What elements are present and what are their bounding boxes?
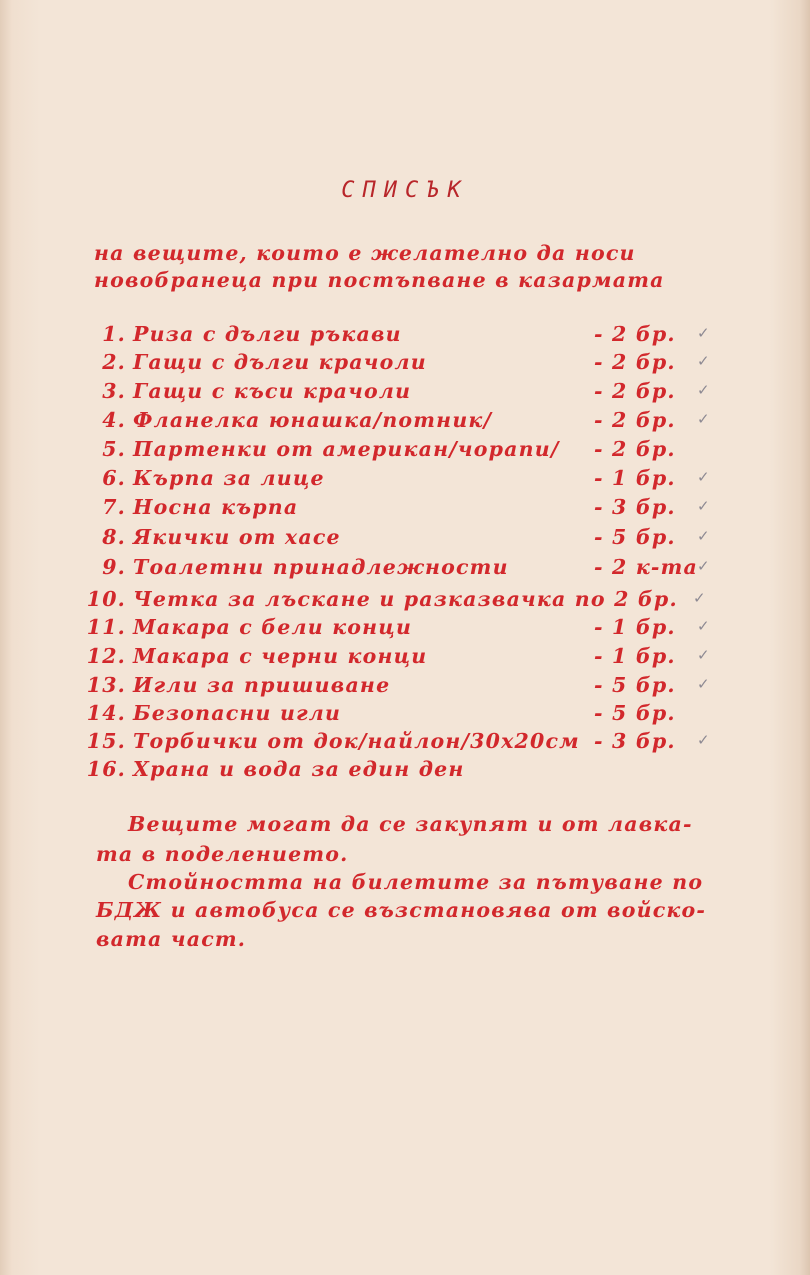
item-number: 2.: [102, 350, 126, 374]
check-mark-icon: ✓: [697, 381, 710, 399]
paragraph-1-line-1: Вещите могат да се закупят и от лавка-: [128, 812, 693, 836]
check-mark-icon: ✓: [697, 352, 710, 370]
paragraph-2-line-3: вата част.: [96, 927, 247, 951]
item-number: 10.: [86, 587, 126, 611]
check-mark-icon: ✓: [697, 675, 710, 693]
item-text: Безопасни игли: [133, 701, 342, 725]
item-number: 15.: [86, 729, 126, 753]
subtitle-line-1: на вещите, които е желателно да носи: [94, 241, 636, 265]
check-mark-icon: ✓: [697, 410, 710, 428]
document-title: СПИСЪК: [341, 178, 469, 203]
item-quantity: - 2 бр.: [594, 437, 676, 461]
check-mark-icon: ✓: [697, 617, 710, 635]
item-text: Риза с дълги ръкави: [133, 322, 402, 346]
item-text: Кърпа за лице: [133, 466, 325, 490]
item-text: Четка за лъскане и разказвачка по 2 бр.: [133, 587, 678, 611]
item-number: 13.: [86, 673, 126, 697]
item-quantity: - 5 бр.: [594, 525, 676, 549]
item-number: 6.: [102, 466, 126, 490]
check-mark-icon: ✓: [693, 589, 706, 607]
item-quantity: - 2 бр.: [594, 379, 676, 403]
item-quantity: - 2 бр.: [594, 350, 676, 374]
check-mark-icon: ✓: [697, 468, 710, 486]
item-number: 11.: [86, 615, 126, 639]
item-number: 7.: [102, 495, 126, 519]
check-mark-icon: ✓: [697, 497, 710, 515]
item-text: Гащи с дълги крачоли: [133, 350, 427, 374]
item-text: Макара с черни конци: [133, 644, 428, 668]
item-quantity: - 3 бр.: [594, 495, 676, 519]
item-quantity: - 5 бр.: [594, 673, 676, 697]
item-quantity: - 2 бр.: [594, 322, 676, 346]
item-number: 8.: [102, 525, 126, 549]
item-quantity: - 2 к-та: [594, 555, 699, 579]
check-mark-icon: ✓: [697, 324, 710, 342]
item-text: Носна кърпа: [133, 495, 299, 519]
item-quantity: - 3 бр.: [594, 729, 676, 753]
paragraph-2-line-1: Стойността на билетите за пътуване по: [128, 870, 704, 894]
check-mark-icon: ✓: [697, 557, 710, 575]
item-quantity: - 1 бр.: [594, 466, 676, 490]
item-quantity: - 1 бр.: [594, 615, 676, 639]
item-number: 1.: [102, 322, 126, 346]
item-number: 4.: [102, 408, 126, 432]
item-text: Торбички от док/найлон/30х20см: [133, 729, 580, 753]
item-text: Фланелка юнашка/потник/: [133, 408, 493, 432]
subtitle-line-2: новобранеца при постъпване в казармата: [94, 268, 665, 292]
paragraph-2-line-2: БДЖ и автобуса се възстановява от войско-: [96, 898, 707, 922]
item-number: 5.: [102, 437, 126, 461]
check-mark-icon: ✓: [697, 527, 710, 545]
item-text: Гащи с къси крачоли: [133, 379, 412, 403]
item-text: Партенки от американ/чорапи/: [133, 437, 560, 461]
check-mark-icon: ✓: [697, 646, 710, 664]
paragraph-1-line-2: та в поделението.: [96, 842, 349, 866]
item-text: Игли за пришиване: [133, 673, 391, 697]
item-text: Якички от хасе: [133, 525, 341, 549]
item-text: Тоалетни принадлежности: [133, 555, 509, 579]
item-number: 12.: [86, 644, 126, 668]
item-text: Макара с бели конци: [133, 615, 413, 639]
item-number: 14.: [86, 701, 126, 725]
item-number: 16.: [86, 757, 126, 781]
item-number: 3.: [102, 379, 126, 403]
item-quantity: - 1 бр.: [594, 644, 676, 668]
item-quantity: - 5 бр.: [594, 701, 676, 725]
item-number: 9.: [102, 555, 126, 579]
check-mark-icon: ✓: [697, 731, 710, 749]
item-text: Храна и вода за един ден: [133, 757, 465, 781]
item-quantity: - 2 бр.: [594, 408, 676, 432]
